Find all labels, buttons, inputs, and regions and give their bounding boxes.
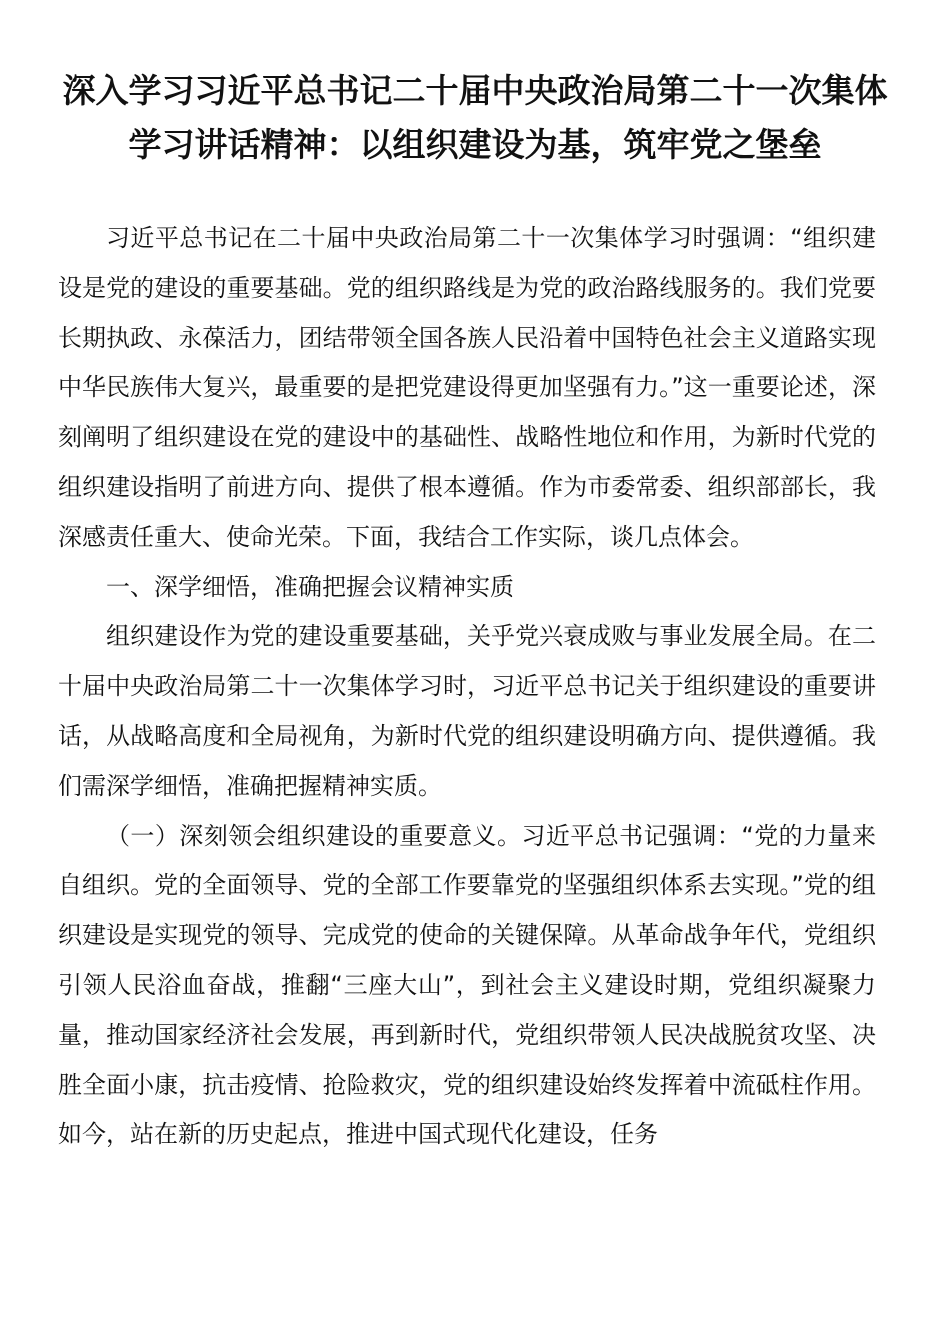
document-body [58, 214, 876, 1160]
document-title: 深入学习习近平总书记二十届中央政治局第二十一次集体学习讲话精神：以组织建设为基，筑牢党之堡垒 [62, 71, 888, 164]
paragraph-section-1: 组织建设作为党的建设重要基础，关乎党兴衰成败与事业发展全局。在二十届中央政治局第二十一次集体学习时，习近平总书记关于组织建设的重要讲话，从战略高度和全局视角，为新时代党的组织建设明确方向、提供遵循。我们需深学细悟，准确把握精神实质。 [58, 622, 876, 800]
paragraph-intro: 习近平总书记在二十届中央政治局第二十一次集体学习时强调：“组织建设是党的建设的重要基础。党的组织路线是为党的政治路线服务的。我们党要长期执政、永葆活力，团结带领全国各族人民沿着中国特色社会主义道路实现中华民族伟大复兴，最重要的是把党建设得更加坚强有力。”这一重要论述，深刻阐明了组织建设在党的建设中的基础性、战略性地位和作用，为新时代党的组织建设指明了前进方向、提供了根本遵循。作为市委常委、组织部部长，我深感责任重大、使命光荣。下面，我结合工作实际，谈几点体会。 [58, 224, 876, 551]
section-heading-1: 一、深学细悟，准确把握会议精神实质 [106, 572, 514, 601]
paragraph-subsection-1: （一）深刻领会组织建设的重要意义。习近平总书记强调：“党的力量来自组织。党的全面领导、党的全部工作要靠党的坚强组织体系去实现。”党的组织建设是实现党的领导、完成党的使命的关键保障。从革命战争年代，党组织引领人民浴血奋战，推翻“三座大山”，到社会主义建设时期，党组织凝聚力量，推动国家经济社会发展，再到新时代，党组织带领人民决战脱贫攻坚、决胜全面小康，抗击疫情、抢险救灾，党的组织建设始终发挥着中流砥柱作用。如今，站在新的历史起点，推进中国式现代化建设，任务 [58, 821, 876, 1149]
